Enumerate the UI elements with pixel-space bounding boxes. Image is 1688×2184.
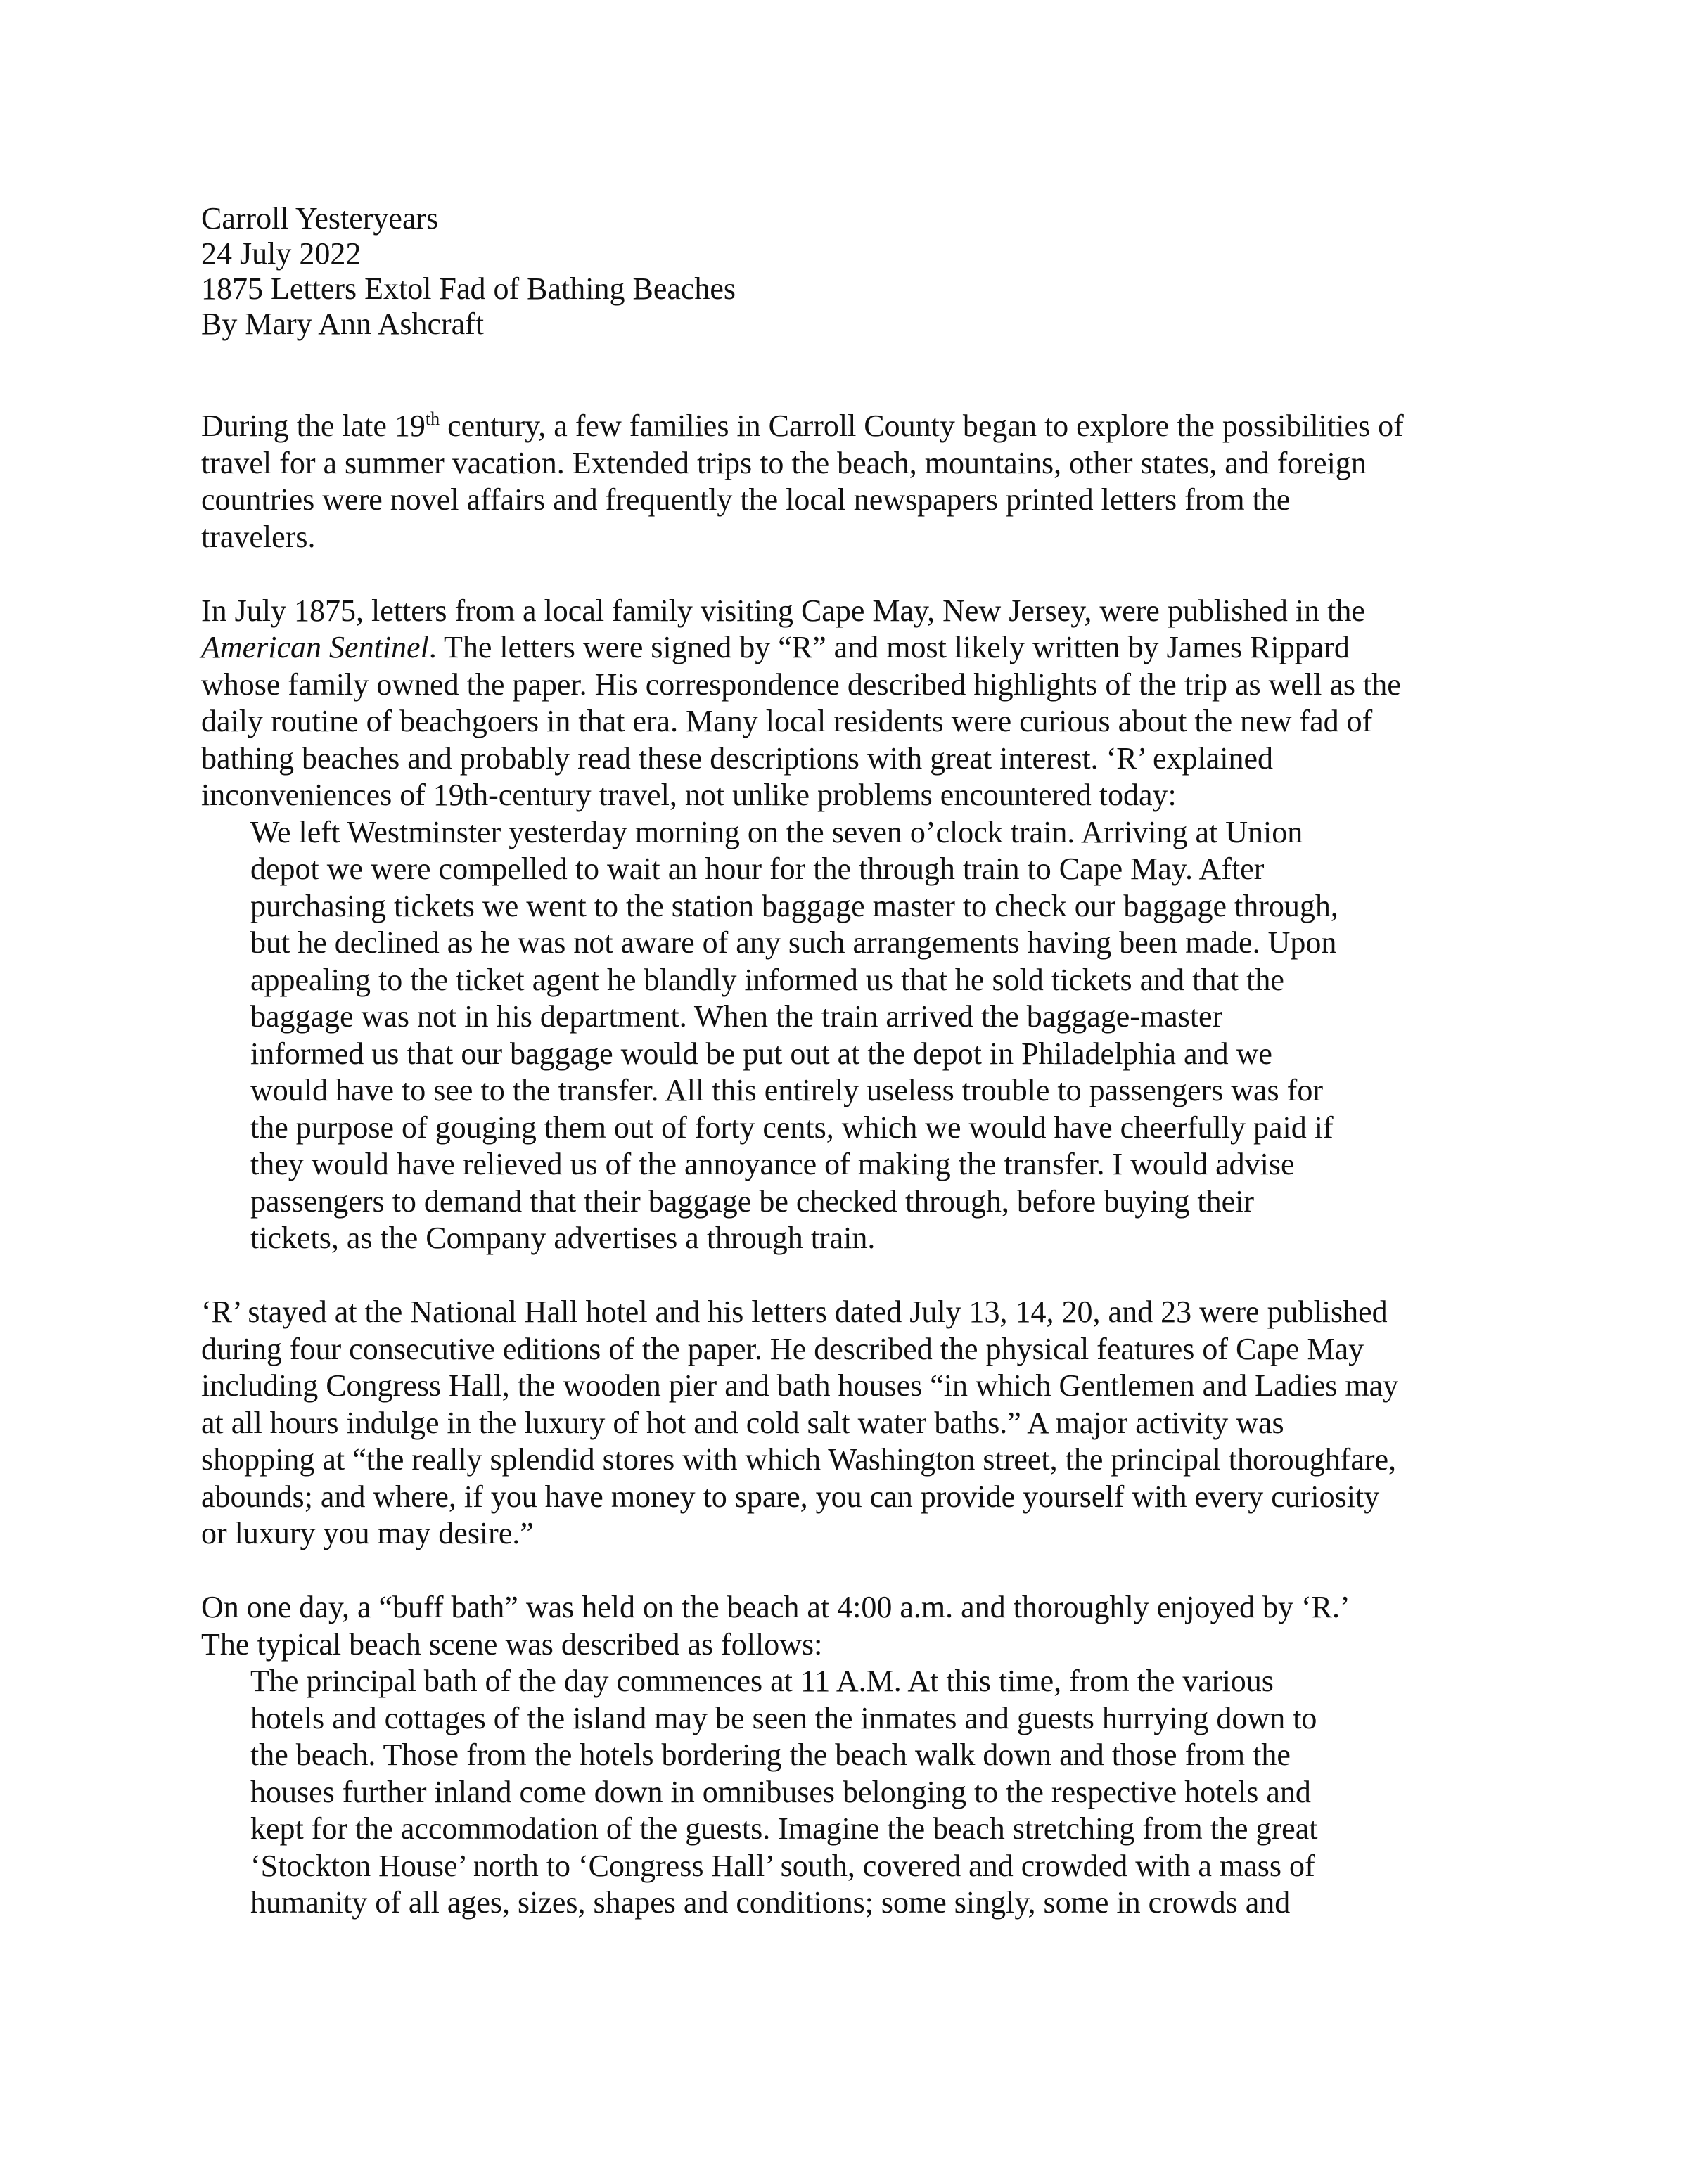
text-line: shopping at “the really splendid stores with which Washington street, the principal thoroughfare,	[201, 1442, 1397, 1477]
quote-line: the purpose of gouging them out of forty cents, which we would have cheerfully paid if	[250, 1110, 1334, 1145]
quote-line: purchasing tickets we went to the station baggage master to check our baggage through,	[250, 888, 1338, 923]
text-run: century, a few families in Carroll County began to explore the possibilities of	[440, 409, 1404, 443]
text-line: ‘R’ stayed at the National Hall hotel and his letters dated July 13, 14, 20, and 23 were published	[201, 1295, 1388, 1329]
text-line: bathing beaches and probably read these descriptions with great interest. ‘R’ explained	[201, 740, 1273, 776]
paragraph	[201, 1294, 1509, 1553]
article-title: 1875 Letters Extol Fad of Bathing Beaches	[201, 271, 736, 306]
block-quote	[201, 1663, 1509, 1922]
quote-line: depot we were compelled to wait an hour for the through train to Cape May. After	[250, 852, 1265, 886]
article-date: 24 July 2022	[201, 236, 362, 271]
article-header	[201, 201, 1509, 342]
column-name: Carroll Yesteryears	[201, 201, 439, 236]
quote-line: would have to see to the transfer. All this entirely useless trouble to passengers was for	[250, 1073, 1323, 1107]
paragraph	[201, 593, 1509, 1257]
quote-line: hotels and cottages of the island may be seen the inmates and guests hurrying down to	[250, 1700, 1317, 1735]
text-line: whose family owned the paper. His correspondence described highlights of the trip as well as the	[201, 667, 1401, 702]
quote-line: tickets, as the Company advertises a through train.	[250, 1221, 876, 1255]
text-run: . The letters were signed by “R” and most likely written by James Rippard	[428, 630, 1350, 664]
quote-line: The principal bath of the day commences at 11 A.M. At this time, from the various	[250, 1664, 1274, 1698]
quote-line: kept for the accommodation of the guests. Imagine the beach stretching from the great	[250, 1811, 1318, 1846]
text-line	[201, 629, 1509, 667]
text-run: During the late 19	[201, 409, 426, 443]
text-line: travelers.	[201, 519, 316, 554]
quote-line: We left Westminster yesterday morning on the seven o’clock train. Arriving at Union	[250, 814, 1303, 849]
text-line: inconveniences of 19th-century travel, not unlike problems encountered today:	[201, 778, 1177, 812]
paragraph	[201, 1589, 1509, 1922]
byline: By Mary Ann Ashcraft	[201, 307, 485, 341]
quote-line: informed us that our baggage would be put out at the depot in Philadelphia and we	[250, 1036, 1272, 1071]
quote-line: houses further inland come down in omnibuses belonging to the respective hotels and	[250, 1774, 1311, 1809]
text-line: travel for a summer vacation. Extended trips to the beach, mountains, other states, and foreign	[201, 445, 1367, 480]
text-line: countries were novel affairs and frequently the local newspapers printed letters from the	[201, 482, 1291, 517]
quote-line: passengers to demand that their baggage be checked through, before buying their	[250, 1183, 1255, 1219]
paragraph	[201, 408, 1509, 555]
text-line: On one day, a “buff bath” was held on the beach at 4:00 a.m. and thoroughly enjoyed by ‘R.’	[201, 1590, 1350, 1624]
quote-line: appealing to the ticket agent he blandly informed us that he sold tickets and that the	[250, 962, 1284, 997]
newspaper-name: American Sentinel	[201, 630, 429, 664]
superscript: th	[425, 409, 440, 429]
quote-line: ‘Stockton House’ north to ‘Congress Hall’ south, covered and crowded with a mass of	[250, 1848, 1315, 1883]
text-line: The typical beach scene was described as follows:	[201, 1626, 823, 1662]
text-line: including Congress Hall, the wooden pier and bath houses “in which Gentlemen and Ladies may	[201, 1368, 1399, 1403]
text-line: daily routine of beachgoers in that era. Many local residents were curious about the new fad of	[201, 704, 1373, 738]
quote-line: but he declined as he was not aware of any such arrangements having been made. Upon	[250, 925, 1337, 960]
text-line: during four consecutive editions of the paper. He described the physical features of Cape May	[201, 1331, 1364, 1366]
document-page	[201, 201, 1509, 1958]
text-line: abounds; and where, if you have money to spare, you can provide yourself with every curiosity	[201, 1479, 1380, 1514]
quote-line: they would have relieved us of the annoyance of making the transfer. I would advise	[250, 1147, 1295, 1181]
quote-line: the beach. Those from the hotels bordering the beach walk down and those from the	[250, 1737, 1291, 1772]
text-line: In July 1875, letters from a local family visiting Cape May, New Jersey, were published in the	[201, 593, 1365, 628]
quote-line: baggage was not in his department. When the train arrived the baggage-master	[250, 999, 1223, 1034]
text-line: at all hours indulge in the luxury of hot and cold salt water baths.” A major activity was	[201, 1405, 1284, 1440]
quote-line: humanity of all ages, sizes, shapes and conditions; some singly, some in crowds and	[250, 1885, 1291, 1920]
text-line	[201, 408, 1509, 445]
text-line: or luxury you may desire.”	[201, 1516, 534, 1550]
block-quote	[201, 814, 1509, 1257]
